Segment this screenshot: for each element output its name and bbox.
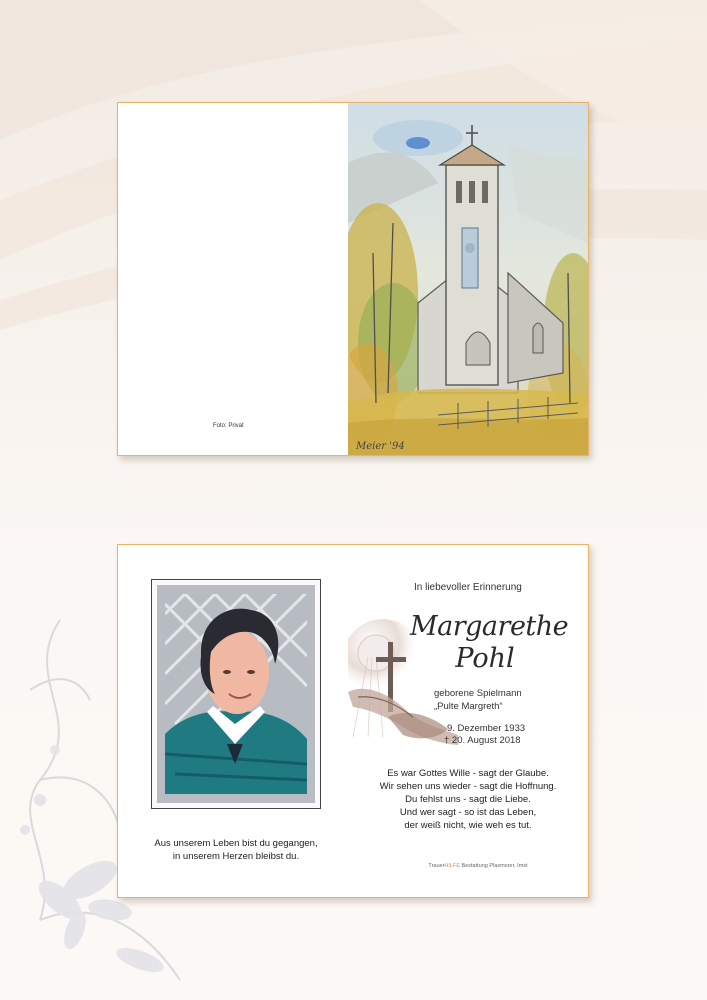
- memory-label: In liebevoller Erinnerung: [414, 582, 522, 593]
- card-outside: [117, 102, 589, 456]
- poem-line: Es war Gottes Wille - sagt der Glaube.: [387, 768, 549, 779]
- poem-line: Wir sehen uns wieder - sagt die Hoffnung.: [379, 781, 557, 792]
- footer-brand-suffix: HILFE: [444, 863, 461, 869]
- footer-company: Bestattung Plasmorer, Imst: [460, 863, 528, 869]
- portrait-quote-line: Aus unserem Leben bist du gegangen,: [154, 838, 318, 849]
- photo-credit: Foto: Privat: [213, 423, 244, 429]
- card-inside: [117, 544, 589, 898]
- church-painting: [348, 103, 588, 455]
- nickname: „Pulte Margreth“: [434, 701, 503, 712]
- portrait-quote: [130, 837, 342, 863]
- portrait-photo: [165, 594, 307, 794]
- deceased-first-name: Margarethe: [410, 611, 569, 642]
- poem-line: Und wer sagt - so ist das Leben,: [399, 807, 537, 818]
- birth-date: 9. Dezember 1933: [447, 723, 526, 734]
- portrait-quote-line: in unserem Herzen bleibst du.: [172, 851, 300, 862]
- card-back-panel: [118, 103, 348, 455]
- portrait-frame: [151, 579, 321, 809]
- deceased-last-name: Pohl: [455, 643, 515, 674]
- poem-line: Du fehlst uns - sagt die Liebe.: [405, 794, 531, 805]
- portrait-mat: [157, 585, 315, 803]
- death-date: † 20. August 2018: [444, 735, 521, 746]
- poem-line: der weiß nicht, wie weh es tut.: [404, 820, 532, 831]
- memorial-poem: [368, 767, 568, 832]
- funeral-home-footer: [408, 863, 548, 869]
- painting-signature: Meier '94: [356, 441, 405, 452]
- footer-brand-prefix: Trauer: [428, 863, 445, 869]
- maiden-name: geborene Spielmann: [434, 688, 522, 699]
